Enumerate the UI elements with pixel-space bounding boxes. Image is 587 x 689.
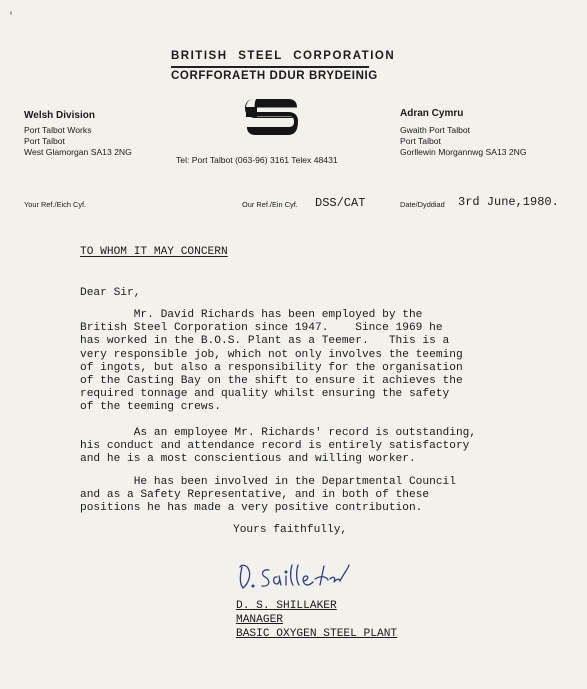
letter-paragraph: Mr. David Richards has been employed by the British Steel Corporation since 1947. Since 1969 he has worked in the B.O.S. Plant as a Teemer. This is a very responsible job, which not only involves the teeming of ingots, but also a responsibility for the organisation of the Casting Bay on the shift to ensure it achieves the required tonnage and quality whilst ensuring the safety of the teeming crews. <box>80 309 463 414</box>
signatory-title: MANAGER <box>236 614 283 626</box>
our-ref-value: DSS/CAT <box>315 196 366 210</box>
british-steel-logo-icon <box>244 94 300 140</box>
address-line-town-welsh: Port Talbot <box>400 136 441 146</box>
corporation-name-welsh: CORFFORAETH DDUR BRYDEINIG <box>171 70 378 82</box>
date-label: Date/Dyddiad <box>400 200 445 209</box>
division-name: Welsh Division <box>24 110 95 121</box>
signatory-name: D. S. SHILLAKER <box>236 600 337 612</box>
letter-paragraph: He has been involved in the Departmental Council and as a Safety Representative, and in both of these positions he has made a very positive contribution. <box>80 476 456 515</box>
date-value: 3rd June,1980. <box>458 195 559 209</box>
corporation-name-divider <box>171 66 369 68</box>
telephone-telex: Tel: Port Talbot (063-96) 3161 Telex 48431 <box>176 155 338 165</box>
your-ref-label: Your Ref./Eich Cyf. <box>24 200 87 209</box>
address-line-county-welsh: Gorllewin Morgannwg SA13 2NG <box>400 147 527 157</box>
our-ref-label: Our Ref./Ein Cyf. <box>242 200 298 209</box>
handwritten-signature <box>236 557 376 595</box>
address-line-works-welsh: Gwaith Port Talbot <box>400 125 471 135</box>
signatory-department: BASIC OXYGEN STEEL PLANT <box>236 628 398 640</box>
letter-closing: Yours faithfully, <box>233 524 348 536</box>
corner-mark: ' <box>8 12 15 23</box>
address-line-town: Port Talbot <box>24 136 65 146</box>
division-name-welsh: Adran Cymru <box>400 108 464 119</box>
letter-subject: TO WHOM IT MAY CONCERN <box>80 246 228 258</box>
address-line-works: Port Talbot Works <box>24 125 92 135</box>
letter-salutation: Dear Sir, <box>80 287 141 299</box>
letter-paragraph: As an employee Mr. Richards' record is outstanding, his conduct and attendance record is entirely satisfactory and he is a most conscientious and willing worker. <box>80 427 477 466</box>
address-line-county: West Glamorgan SA13 2NG <box>24 147 132 157</box>
corporation-name-english: BRITISH STEEL CORPORATION <box>171 50 396 62</box>
